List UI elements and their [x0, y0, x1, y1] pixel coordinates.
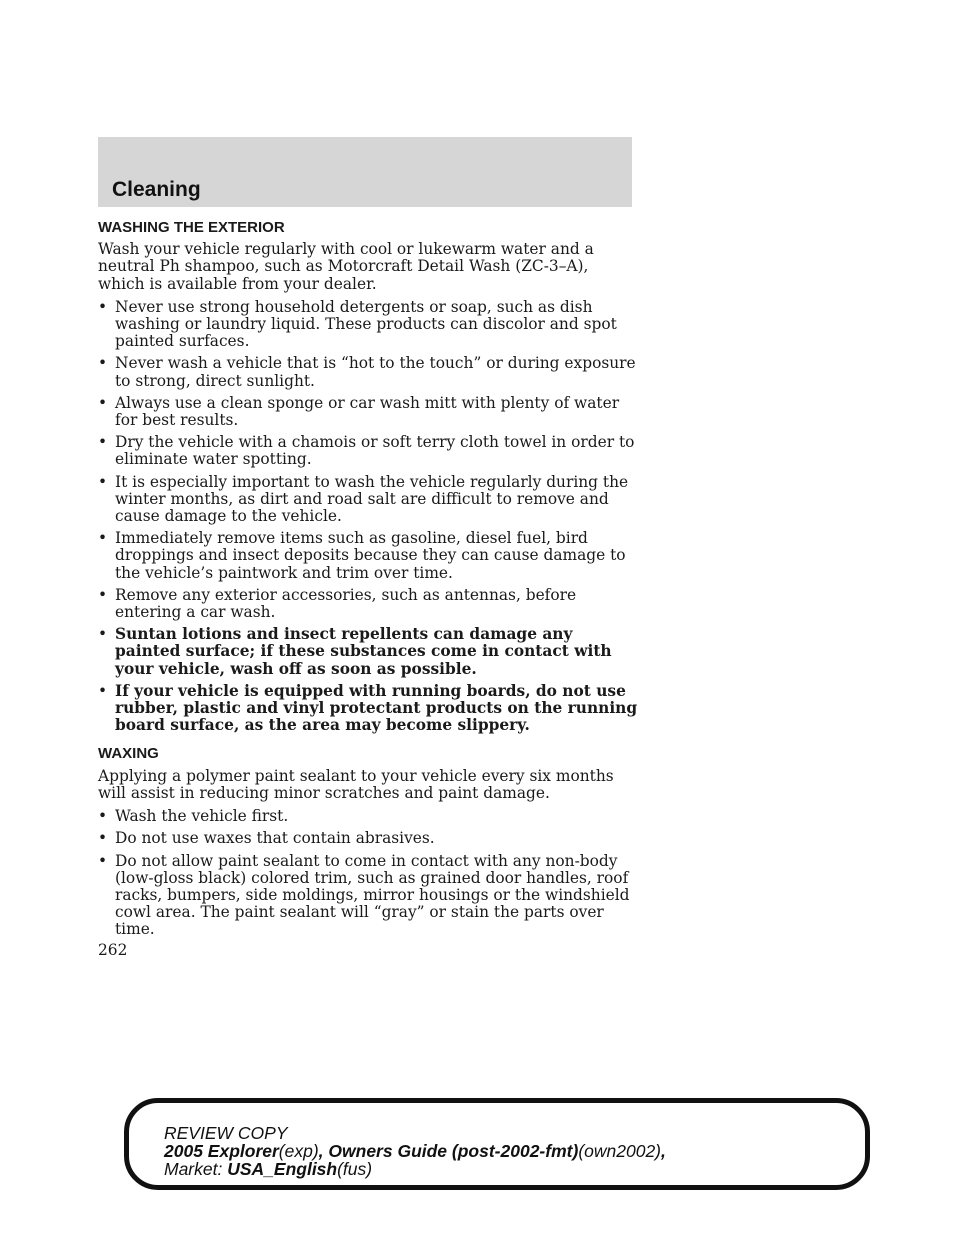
list-item: • Do not use waxes that contain abrasives. — [98, 829, 435, 848]
list-item-warning: • Suntan lotions and insect repellents can damage any painted surface; if these substances come in contact with your vehicle, wash off as soon as possible. — [98, 625, 612, 678]
review-model-code: (exp) — [278, 1141, 319, 1161]
review-copy-label: REVIEW COPY — [164, 1123, 288, 1143]
waxing-intro: Applying a polymer paint sealant to your vehicle every six months will assist in reducing minor scratches and paint damage. — [98, 766, 614, 802]
waxing-bullet-list — [98, 808, 638, 938]
list-item: • Never wash a vehicle that is “hot to the touch” or during exposure to strong, direct sunlight. — [98, 354, 636, 390]
heading-washing: WASHING THE EXTERIOR — [98, 219, 285, 236]
list-item: • Remove any exterior accessories, such as antennas, before entering a car wash. — [98, 585, 577, 622]
review-guide-code: (own2002) — [578, 1141, 662, 1161]
list-item: • It is especially important to wash the vehicle regularly during the winter months, as dirt and road salt are difficult to remove and cause damage to the vehicle. — [98, 472, 629, 526]
washing-bullet-list — [98, 299, 638, 735]
bullet-icon: • — [98, 681, 108, 700]
list-item: • Always use a clean sponge or car wash mitt with plenty of water for best results. — [98, 393, 620, 430]
review-market-label: Market: — [164, 1159, 228, 1179]
review-market: USA_English — [227, 1159, 338, 1179]
review-copy-text — [164, 1124, 666, 1178]
bullet-icon: • — [98, 829, 108, 848]
list-item: • Dry the vehicle with a chamois or soft terry cloth towel in order to eliminate water spotting. — [98, 433, 635, 469]
review-market-code: (fus) — [337, 1159, 373, 1179]
heading-waxing: WAXING — [98, 745, 159, 763]
list-item: • Do not allow paint sealant to come in contact with any non-body (low-gloss black) colored trim, such as grained door handles, roof racks, bumpers, side moldings, mirror housings or the windshield cowl area. The paint sealant will “gray” or stain the parts over time. — [98, 851, 630, 939]
review-copy-market-line — [164, 1160, 666, 1178]
bullet-icon: • — [98, 625, 108, 644]
page-number: 262 — [98, 941, 128, 959]
review-copy-product-line: 2005 Explorer(exp), Owners Guide (post-2002-fmt)(own2002), — [164, 1141, 666, 1161]
bullet-icon: • — [98, 393, 108, 412]
review-guide: Owners Guide (post-2002-fmt) — [328, 1141, 579, 1161]
section-title: Cleaning — [112, 178, 201, 201]
bullet-icon: • — [98, 585, 108, 604]
list-item: • Immediately remove items such as gasoline, diesel fuel, bird droppings and insect deposits because they can cause damage to the vehicle’s paintwork and trim over time. — [98, 529, 626, 582]
bullet-icon: • — [98, 433, 108, 452]
list-item: • Never use strong household detergents or soap, such as dish washing or laundry liquid. These products can discolor and spot painted surfaces. — [98, 297, 617, 351]
washing-intro: Wash your vehicle regularly with cool or lukewarm water and a neutral Ph shampoo, such as Motorcraft Detail Wash (ZC-3–A), which is available from your dealer. — [98, 240, 594, 293]
bullet-icon: • — [98, 472, 108, 491]
review-model: 2005 Explorer — [164, 1141, 279, 1161]
page-content — [98, 219, 638, 944]
bullet-icon: • — [98, 529, 108, 548]
bullet-icon: • — [98, 354, 108, 373]
bullet-icon: • — [98, 297, 108, 316]
bullet-icon: • — [98, 807, 108, 826]
list-item-warning: • If your vehicle is equipped with running boards, do not use rubber, plastic and vinyl protectant products on the running board surface, as the area may become slippery. — [98, 681, 638, 735]
bullet-icon: • — [98, 851, 108, 870]
list-item: • Wash the vehicle first. — [98, 807, 289, 826]
